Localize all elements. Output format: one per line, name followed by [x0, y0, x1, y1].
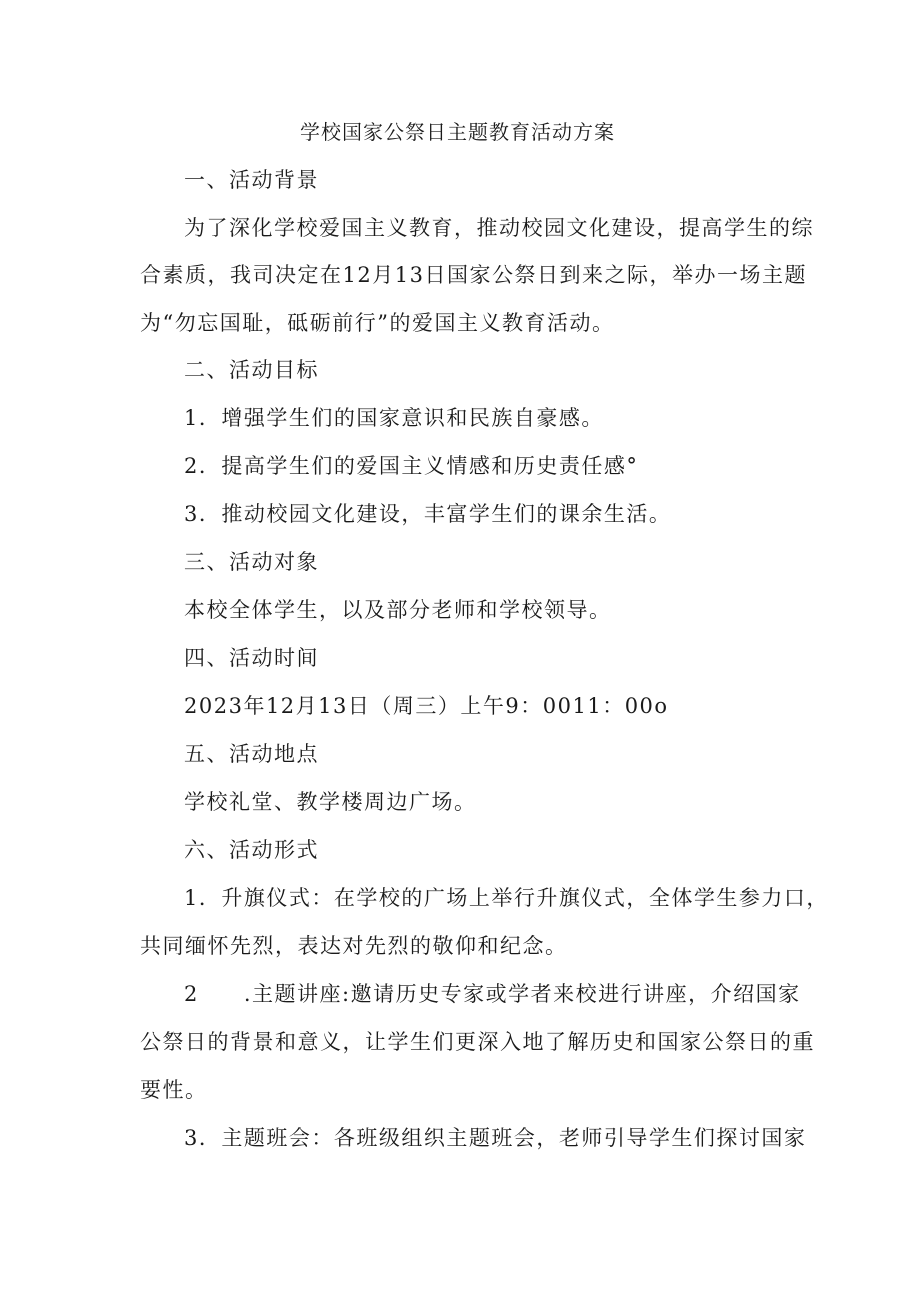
paragraph-line: 为了深化学校爱国主义教育，推动校园文化建设，提高学生的综 — [184, 216, 814, 240]
heading-background: 一、活动背景 — [184, 168, 319, 192]
paragraph-line: 2023年12月13日（周三）上午9：0011：00o — [184, 694, 669, 718]
heading-format: 六、活动形式 — [184, 838, 319, 862]
list-item: 1．增强学生们的国家意识和民族自豪感。 — [184, 406, 604, 430]
paragraph-line: 本校全体学生，以及部分老师和学校领导。 — [184, 598, 612, 622]
paragraph-line: 要性。 — [140, 1078, 208, 1102]
paragraph-line: 共同缅怀先烈，表达对先烈的敬仰和纪念。 — [140, 934, 568, 958]
page-title: 学校国家公祭日主题教育活动方案 — [300, 120, 615, 144]
list-item: 3．主题班会：各班级组织主题班会，老师引导学生们探讨国家 — [184, 1126, 807, 1150]
paragraph-line: 公祭日的背景和意义，让学生们更深入地了解历史和国家公祭日的重 — [140, 1030, 815, 1054]
heading-location: 五、活动地点 — [184, 742, 319, 766]
paragraph-line: 合素质，我司决定在12月13日国家公祭日到来之际，举办一场主题 — [140, 263, 807, 287]
paragraph-line: 学校礼堂、教学楼周边广场。 — [184, 790, 477, 814]
heading-time: 四、活动时间 — [184, 646, 319, 670]
heading-audience: 三、活动对象 — [184, 550, 319, 574]
list-item: 2．提高学生们的爱国主义情感和历史责任感° — [184, 454, 639, 478]
list-item: 2 .主题讲座:邀请历史专家或学者来校进行讲座，介绍国家 — [184, 982, 801, 1006]
paragraph-line: 为“勿忘国耻，砥砺前行”的爱国主义教育活动。 — [140, 311, 615, 335]
list-item: 1．升旗仪式：在学校的广场上举行升旗仪式，全体学生参力口， — [184, 886, 829, 910]
heading-goals: 二、活动目标 — [184, 358, 319, 382]
list-item: 3．推动校园文化建设，丰富学生们的课余生活。 — [184, 502, 672, 526]
